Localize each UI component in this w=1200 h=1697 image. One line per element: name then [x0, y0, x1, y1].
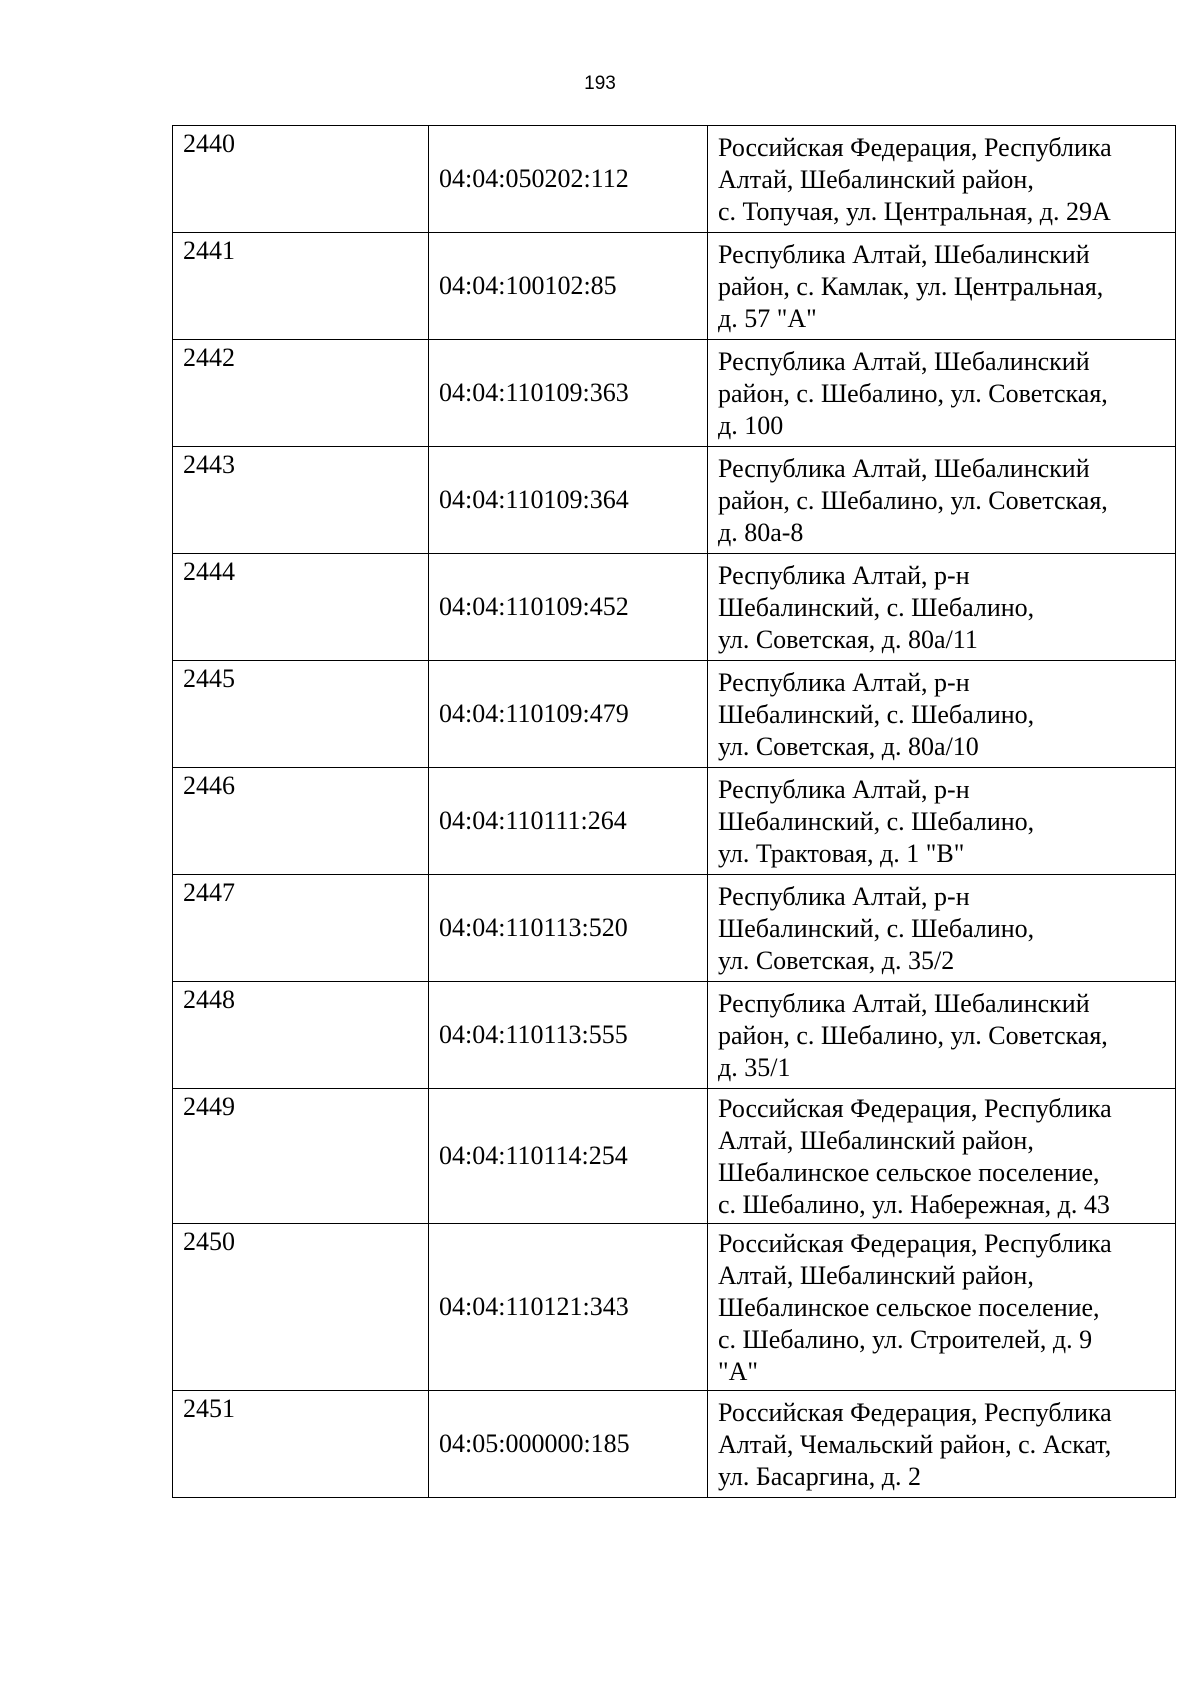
- table-row: [173, 768, 1176, 875]
- address-cell: [708, 233, 1176, 340]
- address-line: ул. Советская, д. 80а/11: [718, 625, 978, 654]
- table-row: [173, 554, 1176, 661]
- address-line: район, с. Шебалино, ул. Советская,: [718, 486, 1108, 515]
- address-cell: [708, 982, 1176, 1089]
- address-line: Алтай, Шебалинский район,: [718, 165, 1034, 194]
- registry-table-body: [173, 126, 1176, 1498]
- address-line: Российская Федерация, Республика: [718, 1229, 1112, 1258]
- address-cell: [708, 554, 1176, 661]
- address-cell: [708, 447, 1176, 554]
- address-line: ул. Советская, д. 35/2: [718, 946, 955, 975]
- address-line: район, с. Шебалино, ул. Советская,: [718, 379, 1108, 408]
- address-line: Шебалинский, с. Шебалино,: [718, 700, 1035, 729]
- address-cell: [708, 875, 1176, 982]
- address-line: Республика Алтай, Шебалинский: [718, 989, 1090, 1018]
- address-line: Российская Федерация, Республика: [718, 1398, 1112, 1427]
- cadastral-number-cell: 04:04:110121:343: [429, 1224, 708, 1391]
- row-number-cell: 2451: [173, 1391, 429, 1498]
- row-number-cell: 2448: [173, 982, 429, 1089]
- row-number-cell: 2443: [173, 447, 429, 554]
- address-line: Алтай, Шебалинский район,: [718, 1261, 1034, 1290]
- address-cell: [708, 340, 1176, 447]
- address-line: с. Шебалино, ул. Строителей, д. 9: [718, 1325, 1093, 1354]
- row-number-cell: 2442: [173, 340, 429, 447]
- address-line: Шебалинский, с. Шебалино,: [718, 914, 1035, 943]
- address-cell: [708, 768, 1176, 875]
- row-number-cell: 2441: [173, 233, 429, 340]
- table-row: [173, 447, 1176, 554]
- cadastral-number-cell: 04:04:110109:479: [429, 661, 708, 768]
- cadastral-number-cell: 04:05:000000:185: [429, 1391, 708, 1498]
- table-row: [173, 875, 1176, 982]
- address-line: д. 100: [718, 411, 784, 440]
- address-line: Шебалинский, с. Шебалино,: [718, 593, 1035, 622]
- cadastral-number-cell: 04:04:110114:254: [429, 1089, 708, 1224]
- row-number-cell: 2447: [173, 875, 429, 982]
- cadastral-number-cell: 04:04:110109:364: [429, 447, 708, 554]
- address-line: Алтай, Шебалинский район,: [718, 1126, 1034, 1155]
- address-line: ул. Советская, д. 80а/10: [718, 732, 979, 761]
- address-line: ул. Басаргина, д. 2: [718, 1462, 921, 1491]
- address-line: Российская Федерация, Республика: [718, 133, 1112, 162]
- address-line: Республика Алтай, Шебалинский: [718, 347, 1090, 376]
- row-number-cell: 2446: [173, 768, 429, 875]
- table-row: [173, 340, 1176, 447]
- cadastral-number-cell: 04:04:050202:112: [429, 126, 708, 233]
- address-line: Шебалинский, с. Шебалино,: [718, 807, 1035, 836]
- address-cell: [708, 1224, 1176, 1391]
- address-line: Республика Алтай, р-н: [718, 882, 970, 911]
- row-number-cell: 2444: [173, 554, 429, 661]
- address-line: Республика Алтай, р-н: [718, 775, 970, 804]
- address-line: район, с. Шебалино, ул. Советская,: [718, 1021, 1108, 1050]
- table-row: [173, 126, 1176, 233]
- address-cell: [708, 1391, 1176, 1498]
- address-line: Республика Алтай, р-н: [718, 668, 970, 697]
- address-cell: [708, 661, 1176, 768]
- address-line: Алтай, Чемальский район, с. Аскат,: [718, 1430, 1112, 1459]
- cadastral-number-cell: 04:04:110113:555: [429, 982, 708, 1089]
- table-row: [173, 1391, 1176, 1498]
- page-number: 193: [584, 73, 616, 94]
- address-line: д. 35/1: [718, 1053, 791, 1082]
- cadastral-number-cell: 04:04:100102:85: [429, 233, 708, 340]
- address-line: Российская Федерация, Республика: [718, 1094, 1112, 1123]
- row-number-cell: 2445: [173, 661, 429, 768]
- cadastral-number-cell: 04:04:110109:452: [429, 554, 708, 661]
- address-line: д. 57 "А": [718, 304, 817, 333]
- table-row: [173, 1089, 1176, 1224]
- row-number-cell: 2449: [173, 1089, 429, 1224]
- address-line: Шебалинское сельское поселение,: [718, 1158, 1100, 1187]
- table-row: [173, 661, 1176, 768]
- table-row: [173, 982, 1176, 1089]
- address-line: с. Шебалино, ул. Набережная, д. 43: [718, 1190, 1110, 1219]
- address-line: Республика Алтай, Шебалинский: [718, 240, 1090, 269]
- address-line: район, с. Камлак, ул. Центральная,: [718, 272, 1104, 301]
- cadastral-number-cell: 04:04:110109:363: [429, 340, 708, 447]
- address-cell: [708, 126, 1176, 233]
- registry-table: [172, 125, 1176, 1498]
- address-line: ул. Трактовая, д. 1 "В": [718, 839, 965, 868]
- address-line: д. 80а-8: [718, 518, 804, 547]
- row-number-cell: 2440: [173, 126, 429, 233]
- table-row: [173, 233, 1176, 340]
- address-line: с. Топучая, ул. Центральная, д. 29А: [718, 197, 1111, 226]
- cadastral-number-cell: 04:04:110111:264: [429, 768, 708, 875]
- row-number-cell: 2450: [173, 1224, 429, 1391]
- address-cell: [708, 1089, 1176, 1224]
- table-row: [173, 1224, 1176, 1391]
- address-line: Республика Алтай, Шебалинский: [718, 454, 1090, 483]
- cadastral-number-cell: 04:04:110113:520: [429, 875, 708, 982]
- address-line: Республика Алтай, р-н: [718, 561, 970, 590]
- address-line: "А": [718, 1357, 759, 1386]
- address-line: Шебалинское сельское поселение,: [718, 1293, 1100, 1322]
